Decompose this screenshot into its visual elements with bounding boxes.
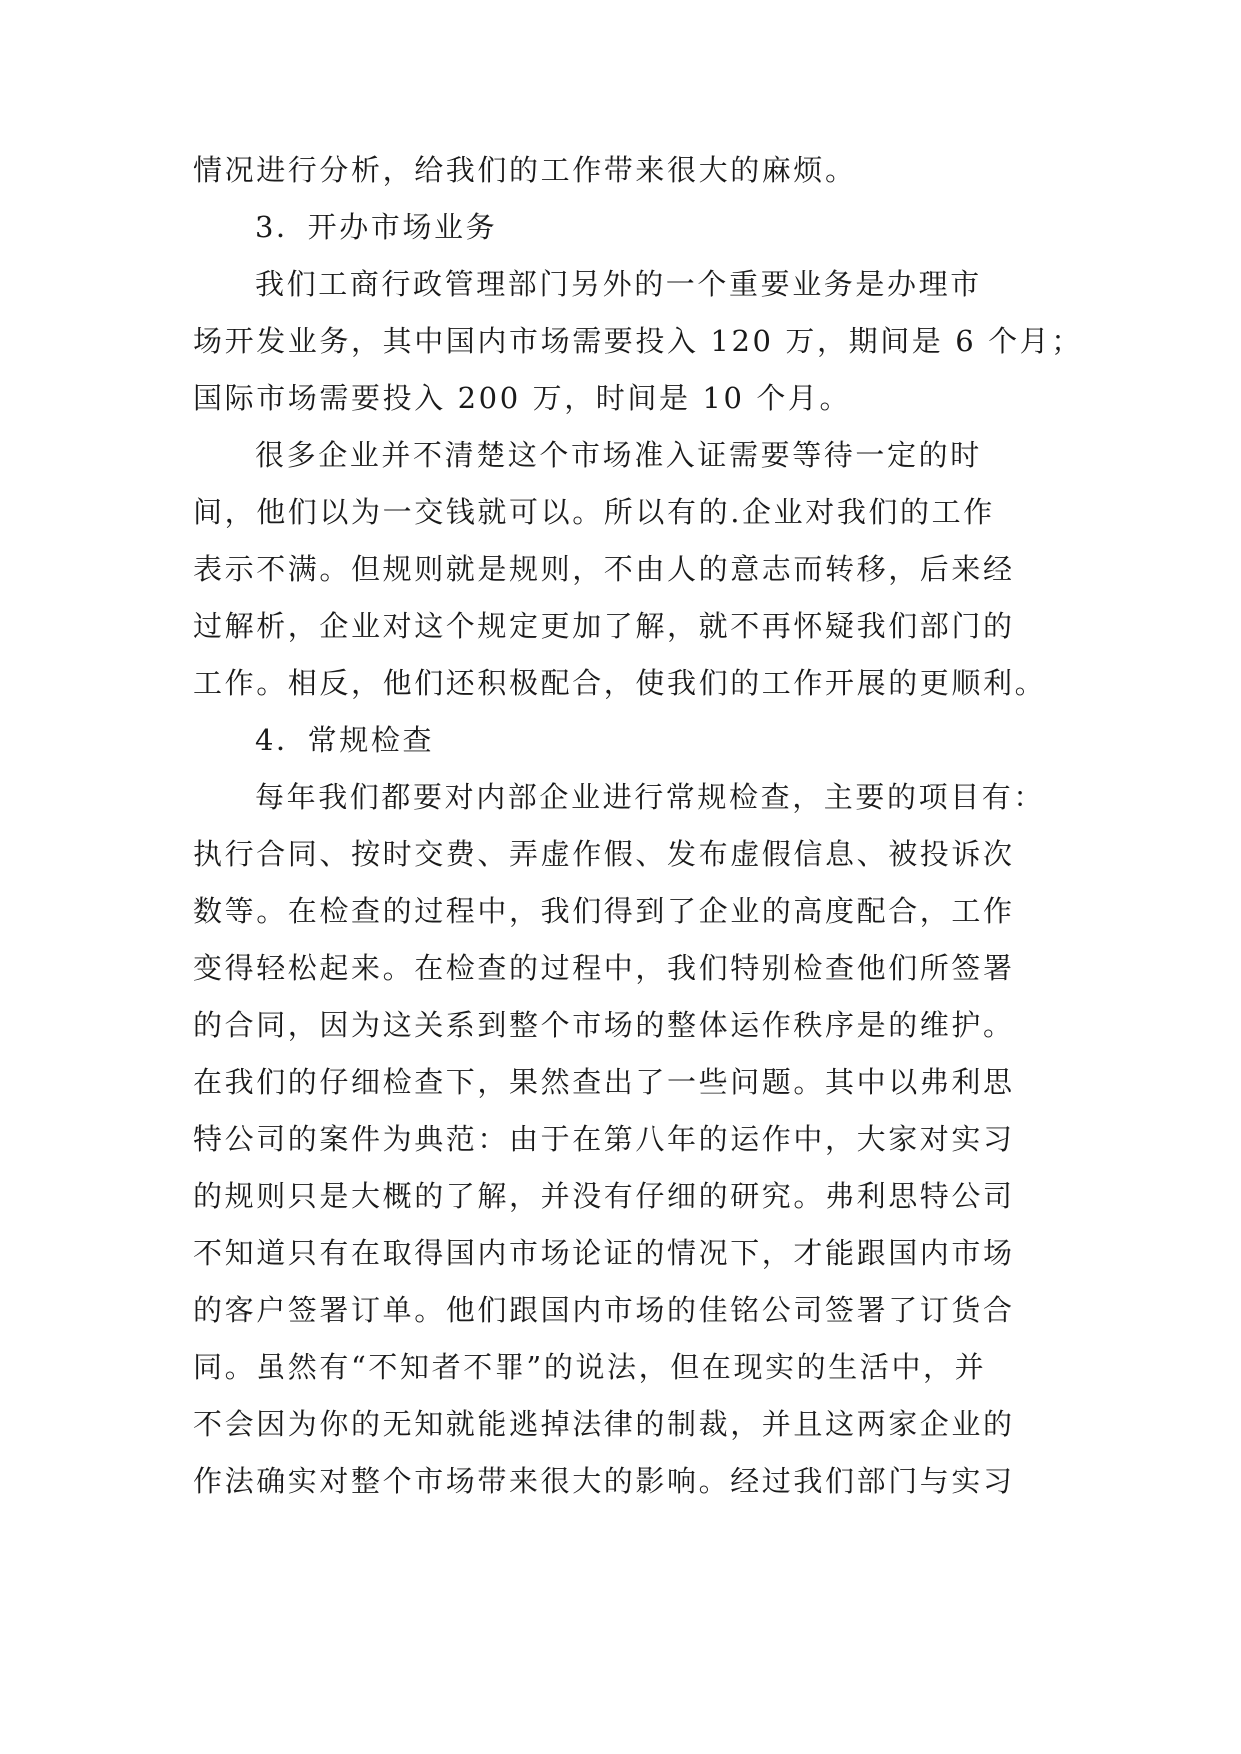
- text-line-16: 的合同，因为这关系到整个市场的整体运作秩序是的维护。: [193, 1008, 1015, 1042]
- text-line-5: 国际市场需要投入 200 万，时间是 10 个月。: [193, 381, 852, 415]
- text-line-10: 工作。相反，他们还积极配合，使我们的工作开展的更顺利。: [193, 666, 1047, 700]
- text-line-8: 表示不满。但规则就是规则，不由人的意志而转移，后来经: [193, 552, 1015, 586]
- section-heading-4: 4．常规检查: [255, 723, 435, 757]
- text-line-4: 场开发业务，其中国内市场需要投入 120 万，期间是 6 个月；: [193, 324, 1083, 358]
- text-line-6: 很多企业并不清楚这个市场准入证需要等待一定的时: [255, 438, 982, 472]
- text-line-17: 在我们的仔细检查下，果然查出了一些问题。其中以弗利思: [193, 1065, 1015, 1099]
- text-line-12: 每年我们都要对内部企业进行常规检查，主要的项目有：: [255, 780, 1046, 814]
- text-line-3: 我们工商行政管理部门另外的一个重要业务是办理市: [255, 267, 982, 301]
- text-line-19: 的规则只是大概的了解，并没有仔细的研究。弗利思特公司: [193, 1179, 1015, 1213]
- text-line-20: 不知道只有在取得国内市场论证的情况下，才能跟国内市场: [193, 1236, 1015, 1270]
- text-line-7: 间，他们以为一交钱就可以。所以有的.企业对我们的工作: [193, 495, 995, 529]
- text-line-23: 不会因为你的无知就能逃掉法律的制裁，并且这两家企业的: [193, 1407, 1015, 1441]
- text-line-15: 变得轻松起来。在检查的过程中，我们特别检查他们所签署: [193, 951, 1015, 985]
- section-heading-3: 3．开办市场业务: [255, 210, 498, 244]
- text-line-22: 同。虽然有“不知者不罪”的说法，但在现实的生活中，并: [193, 1350, 987, 1384]
- text-line-18: 特公司的案件为典范：由于在第八年的运作中，大家对实习: [193, 1122, 1015, 1156]
- text-line-1: 情况进行分析，给我们的工作带来很大的麻烦。: [193, 153, 857, 187]
- text-line-14: 数等。在检查的过程中，我们得到了企业的高度配合，工作: [193, 894, 1015, 928]
- text-line-21: 的客户签署订单。他们跟国内市场的佳铭公司签署了订货合: [193, 1293, 1015, 1327]
- text-line-13: 执行合同、按时交费、弄虚作假、发布虚假信息、被投诉次: [193, 837, 1015, 871]
- text-line-24: 作法确实对整个市场带来很大的影响。经过我们部门与实习: [193, 1464, 1015, 1498]
- text-line-9: 过解析，企业对这个规定更加了解，就不再怀疑我们部门的: [193, 609, 1015, 643]
